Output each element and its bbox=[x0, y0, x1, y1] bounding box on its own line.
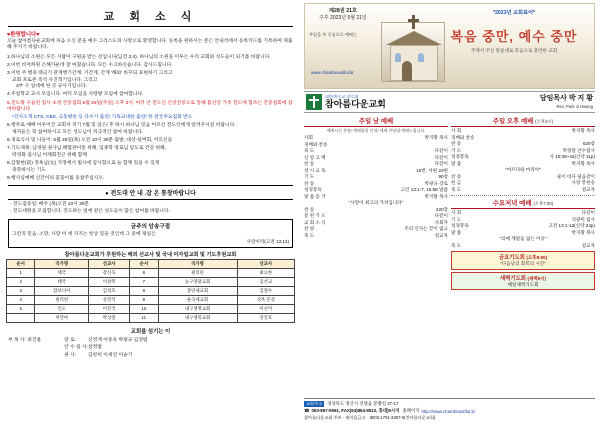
service-title: 주일 낮 예배 bbox=[304, 116, 448, 127]
welcome-block bbox=[7, 30, 294, 52]
col-country: 국가명 bbox=[158, 260, 237, 269]
mission-table-title: 참아름다운교회가 후원하는 해외 선교사 및 국내 미자립교회 및 기도후원교회 bbox=[64, 252, 237, 259]
order-key: 말 씀 bbox=[451, 229, 462, 235]
notice-text: 3.이번 주 행축 태극기 관계행기간계: 기간계, 간계 '해와' 바꾸되 표현하기 그리고 bbox=[7, 71, 173, 77]
order-key: 말 씀 증 거 bbox=[304, 193, 326, 199]
footer-contact-row bbox=[304, 408, 595, 414]
col-missionary: 선교사 bbox=[89, 260, 130, 269]
order-key: 헌 금 bbox=[451, 180, 462, 186]
order-value: 다같이 bbox=[434, 161, 448, 167]
order-value: 다같이 bbox=[434, 213, 448, 219]
order-key: 교 회 소 식 bbox=[304, 219, 326, 225]
issue-date: 주후 2023년 5월 21일 bbox=[319, 15, 367, 22]
order-key: 찬 송 bbox=[451, 141, 462, 147]
table-row bbox=[7, 314, 295, 323]
notice-item bbox=[7, 138, 294, 145]
cell: 7 bbox=[130, 278, 158, 287]
pastor-block bbox=[540, 95, 593, 109]
cell bbox=[7, 314, 35, 323]
order-key: 말 씀 bbox=[451, 160, 462, 166]
order-value: 설교자 bbox=[434, 232, 448, 238]
cross-icon bbox=[412, 15, 415, 29]
cell: 3 bbox=[7, 287, 35, 296]
order-key: 경배와 찬송 bbox=[304, 141, 328, 147]
order-value: 90장 bbox=[438, 174, 448, 180]
door-icon bbox=[402, 61, 412, 81]
notice-text: 4.주일학교 교사 모임니다. 여러 모임을 사랑방 모임에 참여합니다. bbox=[7, 92, 144, 98]
cell: 김성호 bbox=[89, 287, 130, 296]
notice-subline: 교회 포토존 즉석 사진찍기입니다. 그리고 bbox=[12, 77, 98, 83]
order-value: 220장 bbox=[435, 206, 448, 212]
notice-item bbox=[7, 123, 294, 136]
order-key: 찬 양 bbox=[304, 226, 315, 232]
cell: 10 bbox=[130, 305, 158, 314]
order-key: 성경봉독 bbox=[451, 223, 469, 229]
memory-verse-box bbox=[8, 219, 293, 248]
website-url[interactable]: http://www.chambeautiful.kr bbox=[421, 408, 476, 414]
order-key: 성경봉독 bbox=[304, 187, 322, 193]
year-theme-label: *2023년 교회표어* bbox=[492, 10, 536, 16]
order-value: 박지황 목사 bbox=[424, 193, 448, 199]
notice-item bbox=[7, 63, 294, 70]
cell: 9 bbox=[130, 296, 158, 305]
order-value: 박광규 장로 bbox=[424, 180, 448, 186]
order-key: 기 도 bbox=[451, 147, 462, 153]
order-value: 사 10:38~42(신약 11p) bbox=[549, 154, 595, 160]
cell: 8 bbox=[130, 287, 158, 296]
church-identity-bar bbox=[304, 91, 595, 113]
notice-item bbox=[7, 92, 294, 99]
notice-item bbox=[7, 101, 294, 114]
masthead-note: 주일을 주 중심으로 예배는 bbox=[309, 32, 357, 37]
order-key: 성경봉독 bbox=[451, 154, 469, 160]
order-value: 15번, 서편 23편 bbox=[416, 167, 448, 173]
memory-verse-title: 금주의 암송구절 bbox=[130, 223, 171, 230]
servants-row bbox=[64, 352, 295, 359]
cell: 미얀마 bbox=[35, 314, 89, 323]
cell: 유민석 bbox=[89, 296, 130, 305]
notice-subline: 축복하시는 기도 bbox=[12, 167, 46, 173]
page-title: 교 회 소 식 bbox=[103, 11, 198, 23]
col-order: 순서 bbox=[7, 260, 35, 269]
cell: 캄보디아 bbox=[35, 287, 89, 296]
dawn-prayer-line: 매일새벽기도회 bbox=[507, 281, 539, 287]
order-value: 다같이 bbox=[434, 148, 448, 154]
cell: 이선미 bbox=[237, 305, 294, 314]
order-key: 축 도 bbox=[451, 186, 462, 192]
order-key: 축 도 bbox=[451, 242, 462, 248]
servants-role: 안 수 집 사: bbox=[64, 345, 88, 351]
table-row bbox=[7, 269, 295, 278]
cell: 김철수 bbox=[237, 287, 294, 296]
order-key: 찬 송 bbox=[304, 180, 315, 186]
order-value: 박창달 안수집사 bbox=[562, 147, 595, 153]
order-key: 찬 송 bbox=[304, 206, 315, 212]
phone-icon: ☎ bbox=[304, 408, 310, 413]
service-time: (오후7:30) bbox=[533, 201, 554, 207]
notice-item bbox=[7, 176, 294, 183]
service-note: 예배시간 찬양/ 예배위원 안내/ 예배 찬양대 예배드립니다. bbox=[326, 128, 426, 133]
table-row bbox=[7, 305, 295, 314]
year-theme-subline: 주께서 주신 말씀대로 복음으로 충만한 교회 bbox=[470, 48, 558, 53]
cell: 강진호 bbox=[237, 314, 294, 323]
cell: 1 bbox=[7, 269, 35, 278]
order-value: 고전 13:1-13(신약 24p) bbox=[548, 223, 595, 229]
wednesday-service-title bbox=[451, 198, 595, 209]
order-value: 사회자 bbox=[434, 219, 448, 225]
wall-shape bbox=[390, 45, 438, 81]
notice-item bbox=[7, 55, 294, 62]
church-name-block bbox=[325, 94, 540, 110]
sunday-morning-service bbox=[304, 116, 448, 292]
notice-item bbox=[7, 146, 294, 159]
website-label: 홈페이지 bbox=[402, 408, 420, 413]
masthead bbox=[304, 3, 595, 89]
notice-text: 1.하나님의 소원은 모든 사람이 구원을 받는 것입니다(딤전 2:4). 하나님의 소원을 이루는 우리 교회와 성도들이 되기를 바랍니다. bbox=[7, 54, 271, 60]
notice-item bbox=[7, 161, 294, 174]
order-key: 묵 도 bbox=[304, 148, 315, 154]
servants-names: 신정재 이중욱 박광규 김정범 bbox=[88, 338, 148, 344]
cell: 6 bbox=[130, 269, 158, 278]
notice-item bbox=[7, 71, 294, 91]
block-time: (새벽5시) bbox=[527, 275, 547, 281]
servants-role: 장 로: bbox=[64, 338, 76, 344]
evangelism-sub-item: · 전도대원을 모집합니다, 전도하는 일에 같은 성도들이 많은 참여를 바랍니다. bbox=[10, 209, 170, 214]
masthead-website[interactable]: www.chambeautiful.kr bbox=[311, 70, 354, 75]
sermon-title: "의매 깨달음 없는 이유" bbox=[499, 236, 547, 242]
cell: 이진국 bbox=[89, 305, 130, 314]
cell: 4 bbox=[7, 296, 35, 305]
friday-prayer-block bbox=[451, 251, 595, 270]
order-value: 박지황 목사 bbox=[571, 229, 595, 235]
col-order: 순서 bbox=[130, 260, 158, 269]
servants-block bbox=[6, 337, 295, 359]
notice-text: 8.감찰현(前) 정옥남(女) 가정에서 범사에 감사함으로 늘 함께 있을 수 있게 bbox=[7, 160, 160, 166]
table-header-row bbox=[7, 260, 295, 269]
order-row bbox=[451, 187, 595, 194]
dawn-prayer-block bbox=[451, 272, 595, 291]
church-illustration bbox=[381, 22, 445, 82]
servants-role: 권 사: bbox=[64, 352, 76, 358]
issue-volume: 제28권 21호 bbox=[328, 8, 357, 14]
order-row bbox=[304, 233, 448, 240]
sermon-title: "마르다와 마리아" bbox=[505, 167, 541, 173]
denomination-label: 대한예수교 장로회 bbox=[325, 94, 359, 100]
notice-text: 7.기도제목: 남경원 권사님 패혈관이롱 위해, 임종학 장로님 암도로 건강 위해, bbox=[7, 146, 167, 152]
footer-account-row bbox=[304, 415, 595, 421]
worship-columns bbox=[304, 116, 595, 292]
footer-address-row bbox=[304, 401, 595, 407]
dawn-prayer-title bbox=[454, 274, 592, 282]
notice-subline: 제자들은 꼭 참여하시고 모든 성도님이 적극적인 참여 바랍니다. bbox=[12, 130, 144, 136]
cell: 태국 bbox=[35, 278, 89, 287]
order-value: 다같이 bbox=[434, 154, 448, 160]
service-title-text: 수요저녁 예배 bbox=[492, 200, 532, 208]
order-key: 봉 헌 기 도 bbox=[304, 213, 326, 219]
friday-prayer-line: "다음날의 회복의 시간" bbox=[500, 261, 546, 267]
service-title bbox=[451, 116, 595, 127]
order-value: 620장 bbox=[582, 141, 595, 147]
memory-verse-reference: 사랑이라(고전 13:13) bbox=[246, 239, 289, 245]
notice-item bbox=[7, 115, 294, 122]
notice-list bbox=[7, 55, 294, 182]
order-value: 설교자 bbox=[581, 242, 595, 248]
order-value: 물이 바다 덮음같이 bbox=[556, 173, 595, 179]
cell: 최요한 bbox=[237, 269, 294, 278]
account-label: 참아름다운교회 주보 · 새마을금고 bbox=[304, 415, 366, 420]
servants-title: 교회를 섬기는 이 bbox=[130, 329, 171, 336]
order-key: 축 도 bbox=[304, 232, 315, 238]
notice-text: 6.경로식사 및 나들이: 5월 25일(목) 오전 10시 30분 출발, 대상-실버회, 어르신들 bbox=[7, 138, 173, 144]
service-title-text: 주일 오후 예배 bbox=[492, 118, 534, 125]
cell: 태국 bbox=[35, 269, 89, 278]
order-value: 다같이 bbox=[581, 210, 595, 216]
cell: 농구영광교회 bbox=[158, 278, 237, 287]
roof-shape bbox=[386, 31, 442, 45]
order-key: 신 앙 고 백 bbox=[304, 154, 326, 160]
cell: 경옥 문경 bbox=[237, 296, 294, 305]
notice-text: 9.행사십예배 신간이의 꽃꽂이를 동참주십시오. bbox=[7, 175, 105, 181]
block-title-text: 새벽기도회 bbox=[499, 275, 526, 282]
church-logo-icon bbox=[306, 94, 322, 110]
cell: 11 bbox=[130, 314, 158, 323]
table-row bbox=[7, 287, 295, 296]
order-key: 찬 송 bbox=[304, 161, 315, 167]
pastor-name-romanized: Rev. Park Ji Hwang bbox=[556, 103, 593, 109]
evangelism-banner: ● 전도대 안 내 .잡 온 통창바랍니다 bbox=[8, 185, 293, 200]
address-text: 경상북도 경산시 진량읍 봉황길 27-17 bbox=[327, 401, 399, 406]
service-time: (오후3시) bbox=[535, 119, 554, 124]
cell: 필리핀 bbox=[158, 269, 237, 278]
order-row bbox=[451, 243, 595, 250]
table-row bbox=[7, 278, 295, 287]
order-value: 주의 인자는 끝이 없고 bbox=[404, 226, 448, 232]
evangelism-sub-item: · 전도집중일: 매주 (목)오전 10시 30분 bbox=[10, 202, 90, 208]
cell: 중앙새교회 bbox=[158, 287, 237, 296]
table-row bbox=[7, 296, 295, 305]
order-key: 경배와 찬송 bbox=[451, 134, 475, 140]
right-page bbox=[300, 0, 600, 424]
mission-table bbox=[6, 259, 295, 323]
footer bbox=[304, 398, 595, 421]
block-time: (오후9:00) bbox=[526, 255, 548, 261]
servants-row bbox=[64, 344, 295, 351]
window-icon bbox=[395, 53, 401, 62]
sunday-afternoon-service bbox=[451, 116, 595, 292]
cell: 인도 bbox=[35, 305, 89, 314]
order-key: 성 시 교 독 bbox=[304, 167, 326, 173]
servants-list bbox=[64, 337, 295, 359]
cell: 운곡새교회 bbox=[158, 296, 237, 305]
welcome-body: 오늘 참아름다운교회에 처음 오신 분을 예수 그리스도의 사랑으로 환영합니다. 등록을 원하시는 분은 안내석에서 등록카드를 기록하여 제출해 주시기 바랍니다. bbox=[7, 39, 293, 51]
order-key: 기 도 bbox=[451, 216, 462, 222]
notice-subline: 3부 구 일대에 한 곳 규사기입니다. bbox=[16, 84, 87, 90]
welcome-heading: ♥환영합니다♥ bbox=[7, 32, 40, 38]
servants-names: 김찬희 이세연 이슬기 bbox=[88, 352, 133, 358]
cell: 필리핀 bbox=[35, 296, 89, 305]
order-key: 사회 bbox=[304, 135, 313, 140]
cell: 5 bbox=[7, 305, 35, 314]
sermon-title: "사랑이 최고의 가치입니다" bbox=[348, 200, 404, 206]
pastor-name: 담임목사 박 지 황 bbox=[539, 95, 593, 102]
order-value: 박지황 목사 bbox=[571, 128, 595, 133]
cell: 이창복 bbox=[89, 278, 130, 287]
notice-text: 5.전도왕 구습연 집사 초청 간증집회 5월 28일(주일) 오후 3시, 여러 안 전도인 신앙간증으로 통해 불신앙 가족 전도에 힘쓰는 간증집회에 참여바랍니다. bbox=[7, 100, 293, 113]
masthead-theme-block bbox=[440, 9, 588, 54]
notice-text: 5.행주로 예배 이루어진 교회자 격기 7월 및 일은/ 후 하시 하나님 믿음 어르신 전도인에게 알려주시길 바랍니다. bbox=[7, 123, 236, 129]
order-key: 기 도 bbox=[304, 174, 315, 180]
title-divider bbox=[8, 26, 293, 27]
cell: 대구생명교회 bbox=[158, 305, 237, 314]
section-divider bbox=[451, 195, 595, 196]
notice-text: *강사소개 CTS, CBS, 극동방송 등 다수기 출연/ 기독교대한 출연/ 한 전국주요집회 반도 bbox=[12, 115, 193, 121]
cell: 강신욱 bbox=[89, 269, 130, 278]
notice-text: 2.이번 비저희원 은혜가운데 잘 마쳤습니다. 모든 수고하신습니다. 감사드립니다. bbox=[7, 63, 173, 69]
address-badge: 교회주소 bbox=[306, 401, 323, 406]
church-name: 참아름다운교회 bbox=[325, 99, 386, 110]
cell: 2 bbox=[7, 278, 35, 287]
order-key: 사 회 bbox=[451, 128, 462, 133]
order-value: 박지황 목사 bbox=[571, 160, 595, 166]
order-value: 사랑 봉헌송 bbox=[571, 180, 595, 186]
order-value: 설교자 bbox=[581, 186, 595, 192]
evangelism-sublist bbox=[10, 202, 293, 215]
year-theme-headline: 복음 중만, 예수 중만 bbox=[450, 29, 578, 44]
cell: 박상철 bbox=[89, 314, 130, 323]
order-value: 고린 13:1-7, 15:58 말씀 bbox=[400, 187, 448, 193]
servants-names: 참정범 bbox=[88, 345, 102, 351]
window-icon bbox=[418, 53, 424, 62]
phone-number: 053-857-0691, FAX)53)854-9512, 휴대)0시지 bbox=[311, 408, 400, 413]
servants-row bbox=[64, 337, 295, 344]
order-value: 석광미 집사 bbox=[571, 216, 595, 222]
order-key: 사 회 bbox=[451, 210, 462, 216]
notice-subline: 박경화 집사님 어깨회전근 위해 함께 bbox=[12, 152, 87, 158]
issue-info bbox=[311, 8, 375, 22]
order-key: 찬 송 bbox=[451, 173, 462, 179]
account-number: 9002-1791-3367-0(진아름다운교회) bbox=[369, 415, 436, 420]
order-value: 박지황 목사 bbox=[424, 135, 448, 140]
col-missionary: 선교사 bbox=[237, 260, 294, 269]
cell: 김선교 bbox=[237, 278, 294, 287]
block-title-text: 금요기도회 bbox=[498, 255, 525, 262]
servants-assistant-pastor: 부 목 사: 최진용 bbox=[8, 338, 42, 344]
memory-verse-text: 그런즉 믿음, 소망, 사랑 이 세 가지는 항상 있을 것인데 그 중에 제일은 bbox=[12, 231, 156, 237]
cell: 대구생복교회 bbox=[158, 314, 237, 323]
col-country: 국가명 bbox=[35, 260, 89, 269]
